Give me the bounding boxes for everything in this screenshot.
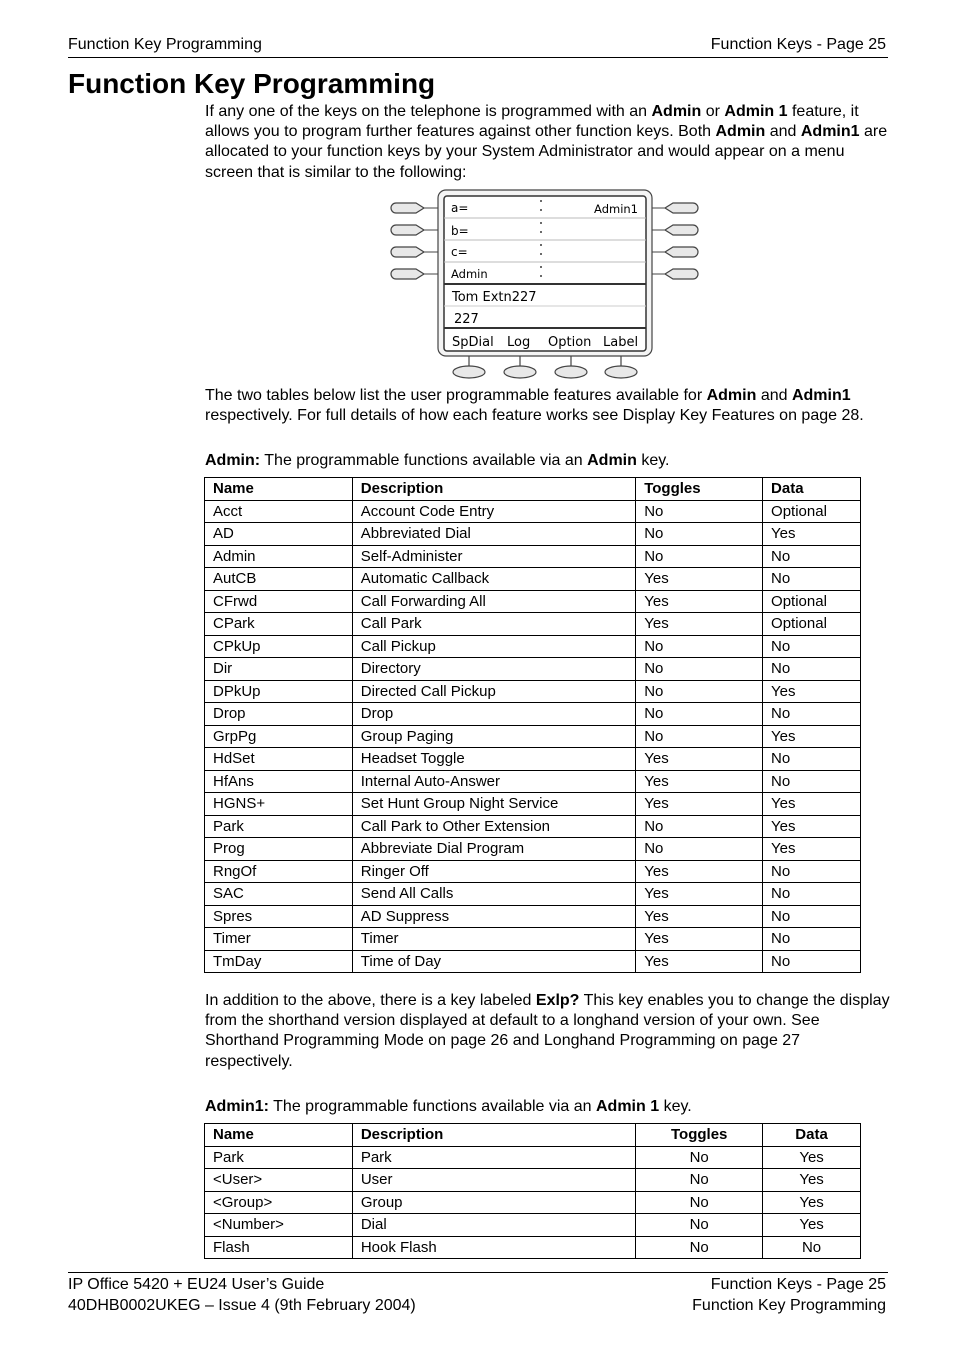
- table-cell: Dir: [205, 658, 353, 681]
- admin1-functions-table: [204, 1123, 861, 1259]
- table-cell: Call Pickup: [352, 635, 635, 658]
- intro-paragraph: If any one of the keys on the telephone is programmed with an Admin or Admin 1 feature, it allows you to program further features against other function keys. Both Admin and Admin1 are allocated to your function keys by your System Administrator and would appear on a menu screen that is similar to the following:: [205, 103, 888, 181]
- table-cell: Abbreviate Dial Program: [352, 838, 635, 861]
- table-cell: Spres: [205, 905, 353, 928]
- table-cell: Ringer Off: [352, 860, 635, 883]
- footer-page: Function Keys - Page 25: [710, 1276, 886, 1293]
- table-cell: Optional: [763, 590, 861, 613]
- table-cell: Set Hunt Group Night Service: [352, 793, 635, 816]
- table-cell: Yes: [763, 1146, 861, 1169]
- table-row: [205, 770, 861, 793]
- table-cell: Abbreviated Dial: [352, 523, 635, 546]
- table-cell: <Number>: [205, 1214, 353, 1237]
- table-cell: No: [636, 1236, 763, 1259]
- table-cell: No: [763, 770, 861, 793]
- table-cell: Account Code Entry: [352, 500, 635, 523]
- table-row: [205, 613, 861, 636]
- table-cell: No: [636, 658, 763, 681]
- table-cell: No: [763, 1236, 861, 1259]
- table-cell: Time of Day: [352, 950, 635, 973]
- table-cell: No: [636, 725, 763, 748]
- table-cell: No: [763, 950, 861, 973]
- table-cell: No: [636, 1191, 763, 1214]
- table-row: [205, 815, 861, 838]
- table-cell: Internal Auto-Answer: [352, 770, 635, 793]
- header-data: Data: [763, 478, 861, 501]
- table-cell: No: [763, 635, 861, 658]
- table-cell: Prog: [205, 838, 353, 861]
- table-row: [205, 793, 861, 816]
- table-cell: TmDay: [205, 950, 353, 973]
- table-row: [205, 680, 861, 703]
- table-cell: HfAns: [205, 770, 353, 793]
- table-row: [205, 703, 861, 726]
- table-cell: CFrwd: [205, 590, 353, 613]
- table-cell: Acct: [205, 500, 353, 523]
- table-cell: AD Suppress: [352, 905, 635, 928]
- table-row: [205, 545, 861, 568]
- table-cell: Send All Calls: [352, 883, 635, 906]
- table-cell: Yes: [636, 860, 763, 883]
- table-cell: Yes: [636, 950, 763, 973]
- display-admin1: Admin1: [594, 202, 638, 216]
- table-cell: No: [636, 500, 763, 523]
- table-cell: Headset Toggle: [352, 748, 635, 771]
- table-cell: No: [636, 635, 763, 658]
- table-cell: No: [636, 545, 763, 568]
- softkey-label: Label: [603, 335, 639, 350]
- header-name: Name: [205, 478, 353, 501]
- table-cell: No: [636, 1146, 763, 1169]
- table-row: [205, 860, 861, 883]
- phone-display-diagram: [390, 186, 700, 382]
- table-row: [205, 523, 861, 546]
- table-row: [205, 1146, 861, 1169]
- table-cell: Self-Administer: [352, 545, 635, 568]
- table-cell: Yes: [763, 725, 861, 748]
- table-cell: CPark: [205, 613, 353, 636]
- table-cell: Yes: [763, 1214, 861, 1237]
- table-cell: Admin: [205, 545, 353, 568]
- admin-caption: Admin: The programmable functions available via an Admin key.: [205, 452, 670, 469]
- table-cell: Optional: [763, 500, 861, 523]
- table-cell: Drop: [205, 703, 353, 726]
- display-name: Tom Extn227: [452, 290, 537, 305]
- table-cell: RngOf: [205, 860, 353, 883]
- table-row: [205, 905, 861, 928]
- table-cell: No: [763, 860, 861, 883]
- table-cell: HdSet: [205, 748, 353, 771]
- table-cell: Automatic Callback: [352, 568, 635, 591]
- page-title: Function Key Programming: [68, 68, 436, 99]
- table-cell: Hook Flash: [352, 1236, 635, 1259]
- table-cell: Yes: [636, 568, 763, 591]
- table-cell: User: [352, 1169, 635, 1192]
- softkey-log: Log: [507, 335, 531, 350]
- display-line-b: b=: [451, 224, 469, 238]
- table-row: [205, 500, 861, 523]
- table-header-row: [205, 1124, 861, 1147]
- table-cell: Yes: [636, 928, 763, 951]
- page-footer: [68, 1272, 888, 1314]
- table-cell: Optional: [763, 613, 861, 636]
- admin1-caption: Admin1: The programmable functions available via an Admin 1 key.: [205, 1098, 692, 1115]
- table-cell: No: [763, 658, 861, 681]
- table-cell: Yes: [763, 793, 861, 816]
- table-cell: No: [763, 883, 861, 906]
- table-cell: Yes: [636, 770, 763, 793]
- table-row: [205, 1191, 861, 1214]
- admin-functions-table: [204, 477, 861, 973]
- table-cell: HGNS+: [205, 793, 353, 816]
- footer-section: Function Key Programming: [692, 1296, 886, 1314]
- table-cell: Directory: [352, 658, 635, 681]
- table-cell: No: [763, 905, 861, 928]
- header-description: Description: [352, 1124, 635, 1147]
- table-cell: No: [636, 815, 763, 838]
- table-cell: Call Park: [352, 613, 635, 636]
- table-cell: Park: [205, 815, 353, 838]
- table-cell: No: [763, 545, 861, 568]
- footer-issue: 40DHB0002UKEG – Issue 4 (9th February 2004): [68, 1296, 416, 1314]
- header-data: Data: [763, 1124, 861, 1147]
- table-cell: Yes: [763, 680, 861, 703]
- table-cell: Yes: [636, 905, 763, 928]
- table-row: [205, 950, 861, 973]
- table-row: [205, 748, 861, 771]
- table-cell: Park: [205, 1146, 353, 1169]
- table-cell: No: [636, 838, 763, 861]
- table-cell: Drop: [352, 703, 635, 726]
- header-left: Function Key Programming: [68, 36, 262, 53]
- tables-intro-paragraph: The two tables below list the user programmable features available for Admin and Admin1 respectively. For full details of how each feature works see Display Key Features on page 28.: [205, 387, 864, 425]
- table-cell: Call Forwarding All: [352, 590, 635, 613]
- display-line-a: a=: [451, 201, 469, 215]
- table-cell: Flash: [205, 1236, 353, 1259]
- header-toggles: Toggles: [636, 1124, 763, 1147]
- table-cell: Yes: [636, 613, 763, 636]
- table-cell: Dial: [352, 1214, 635, 1237]
- table-row: [205, 1214, 861, 1237]
- footer-guide-title: IP Office 5420 + EU24 User’s Guide: [68, 1276, 325, 1293]
- display-line-admin: Admin: [451, 267, 488, 281]
- table-cell: Yes: [763, 815, 861, 838]
- table-cell: Group: [352, 1191, 635, 1214]
- table-cell: Group Paging: [352, 725, 635, 748]
- softkey-option: Option: [548, 335, 592, 350]
- table-cell: Yes: [636, 590, 763, 613]
- table-cell: No: [763, 568, 861, 591]
- table-row: [205, 1236, 861, 1259]
- table-cell: Yes: [636, 793, 763, 816]
- table-row: [205, 838, 861, 861]
- table-row: [205, 568, 861, 591]
- table-cell: No: [636, 1169, 763, 1192]
- table-cell: Park: [352, 1146, 635, 1169]
- table-cell: DPkUp: [205, 680, 353, 703]
- table-cell: No: [763, 928, 861, 951]
- table-cell: Yes: [636, 883, 763, 906]
- table-cell: <User>: [205, 1169, 353, 1192]
- header-description: Description: [352, 478, 635, 501]
- table-cell: Directed Call Pickup: [352, 680, 635, 703]
- table-row: [205, 658, 861, 681]
- table-cell: AD: [205, 523, 353, 546]
- table-row: [205, 590, 861, 613]
- table-row: [205, 928, 861, 951]
- table-cell: No: [763, 748, 861, 771]
- table-cell: No: [763, 703, 861, 726]
- header-toggles: Toggles: [636, 478, 763, 501]
- table-header-row: [205, 478, 861, 501]
- table-cell: No: [636, 703, 763, 726]
- table-row: [205, 1169, 861, 1192]
- table-cell: AutCB: [205, 568, 353, 591]
- table-cell: <Group>: [205, 1191, 353, 1214]
- table-row: [205, 883, 861, 906]
- page-header: [68, 36, 888, 58]
- header-right: Function Keys - Page 25: [710, 36, 886, 53]
- table-cell: No: [636, 1214, 763, 1237]
- table-cell: Yes: [763, 1191, 861, 1214]
- display-ext: 227: [454, 312, 479, 327]
- header-name: Name: [205, 1124, 353, 1147]
- table-row: [205, 725, 861, 748]
- exlp-paragraph: In addition to the above, there is a key labeled Exlp? This key enables you to change the display from the shorthand version displayed at default to a longhand version of your own. See Shorthand Programming Mode on page 26 and Longhand Programming on page 27 respectively.: [205, 992, 890, 1070]
- table-cell: Yes: [763, 523, 861, 546]
- table-cell: Yes: [636, 748, 763, 771]
- table-cell: Timer: [352, 928, 635, 951]
- table-cell: Yes: [763, 1169, 861, 1192]
- table-cell: SAC: [205, 883, 353, 906]
- table-cell: CPkUp: [205, 635, 353, 658]
- table-cell: No: [636, 680, 763, 703]
- display-line-c: c=: [451, 245, 468, 259]
- softkey-spdial: SpDial: [452, 335, 494, 350]
- table-cell: Call Park to Other Extension: [352, 815, 635, 838]
- table-cell: No: [636, 523, 763, 546]
- table-cell: Timer: [205, 928, 353, 951]
- table-row: [205, 635, 861, 658]
- table-cell: Yes: [763, 838, 861, 861]
- table-cell: GrpPg: [205, 725, 353, 748]
